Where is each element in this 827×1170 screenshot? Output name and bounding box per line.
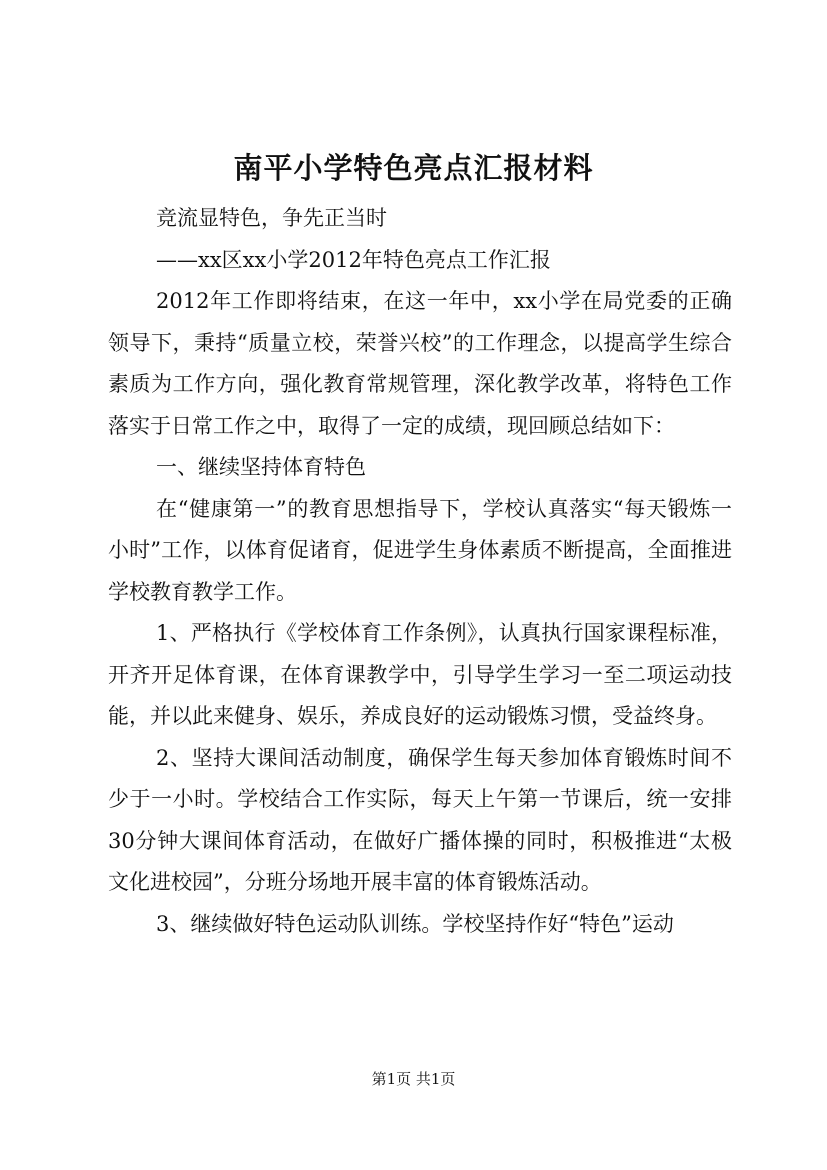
item-1-paragraph: 1、严格执行《学校体育工作条例》，认真执行国家课程标准，开齐开足体育课，在体育课教学中，引导学生学习一至二项运动技能，并以此来健身、娱乐，养成良好的运动锻炼习惯，受益终身。 — [108, 621, 732, 728]
document-body — [108, 198, 732, 945]
item-3-paragraph: 3、继续做好特色运动队训练。学校坚持作好“特色”运动 — [156, 911, 674, 936]
item-2-paragraph: 2、坚持大课间活动制度，确保学生每天参加体育锻炼时间不少于一小时。学校结合工作实际，每天上午第一节课后，统一安排30分钟大课间体育活动，在做好广播体操的同时，积极推进“太极文化进校园”，分班分场地开展丰富的体育锻炼活动。 — [108, 745, 732, 894]
intro-paragraph: 2012年工作即将结束，在这一年中，xx小学在局党委的正确领导下，秉持“质量立校，荣誉兴校”的工作理念，以提高学生综合素质为工作方向，强化教育常规管理，深化教学改革，将特色工作落实于日常工作之中，取得了一定的成绩，现回顾总结如下： — [108, 289, 732, 438]
sports-intro-paragraph: 在“健康第一”的教育思想指导下，学校认真落实“每天锻炼一小时”工作，以体育促诸育，促进学生身体素质不断提高，全面推进学校教育教学工作。 — [108, 496, 732, 604]
subtitle-report-line: ——xx区xx小学2012年特色亮点工作汇报 — [156, 247, 551, 272]
page-footer: 第1页 共1页 — [371, 1070, 456, 1088]
section-heading-sports: 一、继续坚持体育特色 — [156, 455, 366, 479]
subtitle-line: 竞流显特色，争先正当时 — [156, 206, 387, 230]
document-title: 南平小学特色亮点汇报材料 — [233, 151, 594, 185]
